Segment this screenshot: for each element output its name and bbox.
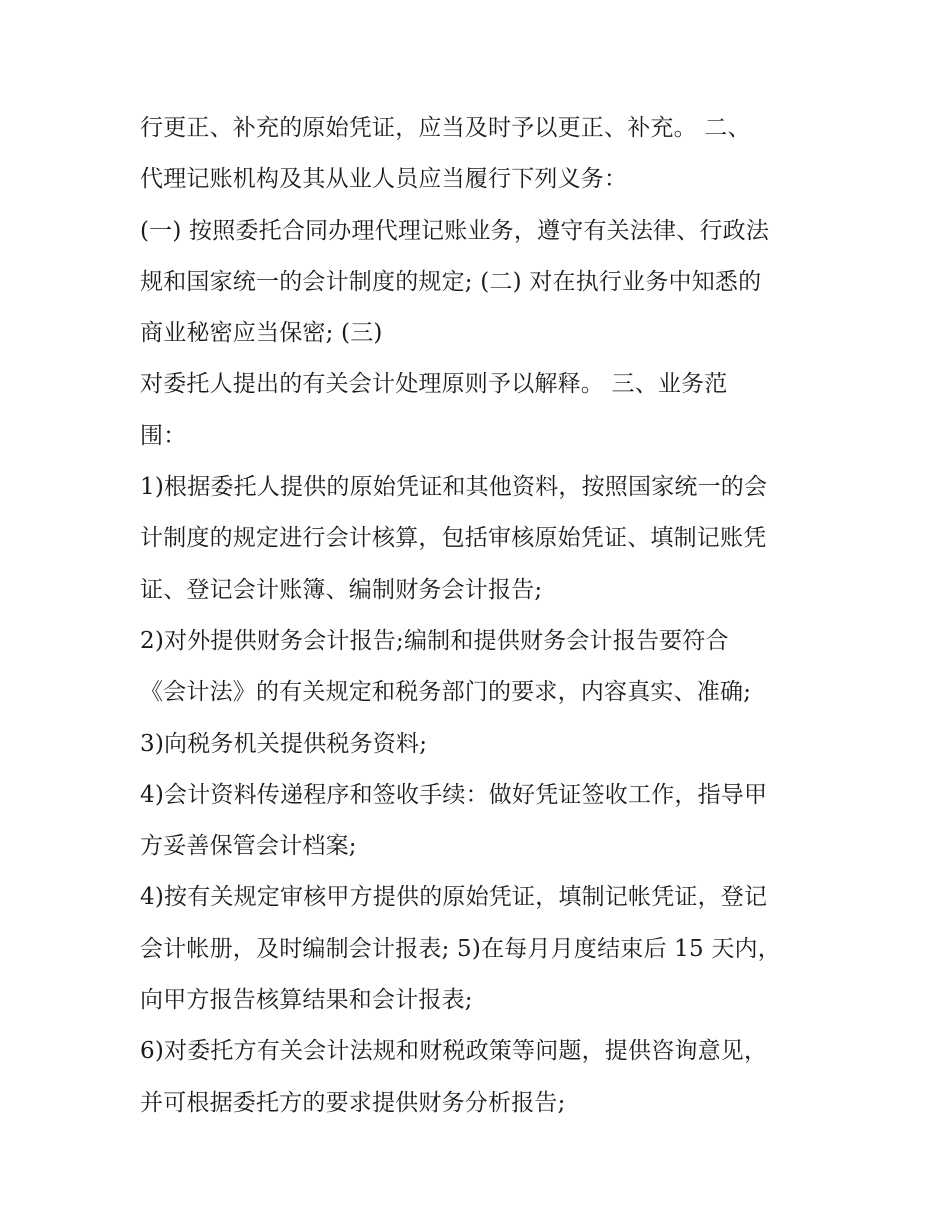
text-line: 对委托人提出的有关会计处理原则予以解释。 三、业务范 — [140, 371, 728, 398]
text-line: 并可根据委托方的要求提供财务分析报告; — [140, 1089, 566, 1116]
text-line: (一) 按照委托合同办理代理记账业务，遵守有关法律、行政法 — [140, 217, 770, 244]
text-line: 6)对委托方有关会计法规和财税政策等问题，提供咨询意见， — [140, 1038, 768, 1065]
document-body — [140, 103, 820, 1129]
text-line: 3)向税务机关提供税务资料; — [140, 730, 428, 757]
text-line: 证、登记会计账簿、编制财务会计报告; — [140, 576, 543, 603]
text-line: 围： — [140, 422, 187, 449]
text-line: 2)对外提供财务会计报告;编制和提供财务会计报告要符合 — [140, 627, 729, 654]
text-line: 《会计法》的有关规定和税务部门的要求，内容真实、准确; — [140, 679, 752, 706]
text-line: 代理记账机构及其从业人员应当履行下列义务： — [140, 166, 628, 193]
text-line: 行更正、补充的原始凭证，应当及时予以更正、补充。 二、 — [140, 115, 751, 141]
text-line: 4)会计资料传递程序和签收手续：做好凭证签收工作，指导甲 — [140, 781, 768, 808]
text-line: 会计帐册，及时编制会计报表; 5)在每月月度结束后 15 天内， — [140, 935, 781, 962]
text-line: 向甲方报告核算结果和会计报表; — [140, 987, 473, 1014]
text-line: 规和国家统一的会计制度的规定; (二) 对在执行业务中知悉的 — [140, 268, 762, 295]
text-line: 4)按有关规定审核甲方提供的原始凭证，填制记帐凭证，登记 — [140, 884, 768, 911]
text-line: 方妥善保管会计档案; — [140, 833, 357, 860]
text-line: 计制度的规定进行会计核算，包括审核原始凭证、填制记账凭 — [140, 525, 767, 552]
text-line: 商业秘密应当保密; (三) — [140, 320, 383, 347]
text-line: 1)根据委托人提供的原始凭证和其他资料，按照国家统一的会 — [140, 474, 768, 501]
